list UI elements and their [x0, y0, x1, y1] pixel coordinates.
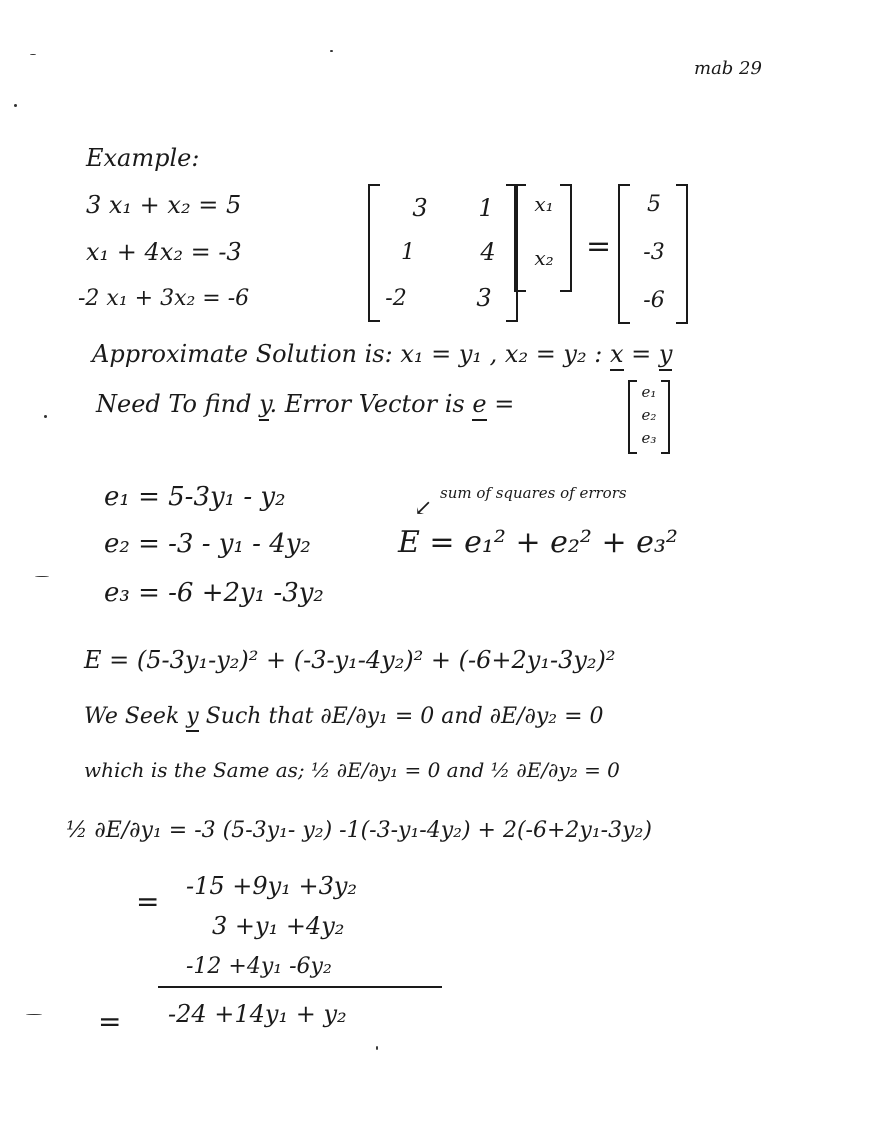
- vector-x: [514, 184, 572, 292]
- example-label: Example:: [86, 144, 200, 172]
- scan-speck: [14, 104, 17, 107]
- equation-3: -2 x₁ + 3x₂ = -6: [78, 286, 250, 311]
- vector-b-entry: 5: [647, 192, 661, 217]
- vector-b-entry: -3: [643, 240, 665, 265]
- approximate-solution-main: Approximate Solution is: x₁ = y₁ , x₂ = y₂ :: [92, 340, 603, 368]
- equivalent-condition: which is the Same as; ½ ∂E/∂y₁ = 0 and ½ ∂E/∂y₂ = 0: [84, 758, 620, 782]
- error-equation-1: e₁ = 5-3y₁ - y₂: [104, 482, 286, 512]
- error-vector-label: . Error Vector is: [269, 390, 465, 418]
- matrix-a-cell: 1: [401, 240, 415, 265]
- scan-speck: [330, 50, 333, 52]
- scan-speck: [30, 54, 36, 55]
- vector-x-right-bracket: [560, 184, 572, 292]
- vector-b: [618, 184, 688, 324]
- matrix-a: [368, 184, 518, 322]
- error-vector-entry: e₂: [641, 406, 657, 424]
- need-to-find-label: Need To find: [96, 390, 252, 418]
- vector-x-entry: x₂: [534, 246, 554, 270]
- equation-2: x₁ + 4x₂ = -3: [86, 238, 242, 266]
- error-vector-entry: e₃: [641, 429, 657, 447]
- sum-row-3: -12 +4y₁ -6y₂: [186, 954, 332, 979]
- scan-speck: [35, 576, 49, 577]
- matrix-a-cell: 3: [476, 284, 492, 312]
- approx-equals: =: [631, 340, 652, 368]
- sum-total: -24 +14y₁ + y₂: [168, 1000, 347, 1028]
- error-vector: [628, 380, 670, 454]
- e-definition: E = e₁² + e₂² + e₃²: [398, 525, 678, 560]
- we-seek-label: We Seek: [84, 704, 180, 729]
- sum-row-2: 3 +y₁ +4y₂: [212, 912, 345, 940]
- need-to-find-text: [96, 392, 514, 416]
- vector-e-symbol: e: [472, 390, 486, 421]
- matrix-a-cell: 3: [412, 194, 428, 222]
- sum-divider-line: [158, 986, 442, 988]
- error-vector-equals: =: [494, 390, 515, 418]
- vector-x-symbol: x: [610, 340, 624, 371]
- page-reference: mab 29: [694, 58, 762, 79]
- error-equation-3: e₃ = -6 +2y₁ -3y₂: [104, 578, 324, 608]
- matrix-a-cell: -2: [385, 286, 407, 311]
- error-vector-entry: e₁: [641, 383, 657, 401]
- sum-of-squares-note: sum of squares of errors: [440, 484, 627, 502]
- sum-equals-1: =: [136, 885, 160, 918]
- sum-row-1: -15 +9y₁ +3y₂: [186, 872, 358, 900]
- vector-b-entry: -6: [643, 288, 665, 313]
- e-expanded: E = (5-3y₁-y₂)² + (-3-y₁-4y₂)² + (-6+2y₁-3y₂)²: [84, 646, 616, 674]
- approximate-solution-text: [92, 342, 672, 366]
- note-arrow-icon: ↙: [414, 496, 433, 521]
- vector-x-left-bracket: [514, 184, 526, 292]
- matrix-a-cell: 4: [480, 238, 496, 266]
- matrix-equals-sign: =: [586, 229, 612, 264]
- we-seek-text: [84, 706, 604, 728]
- error-equation-2: e₂ = -3 - y₁ - 4y₂: [104, 529, 311, 559]
- equation-1: 3 x₁ + x₂ = 5: [86, 191, 242, 219]
- vector-y-symbol: y: [186, 704, 198, 732]
- vector-b-left-bracket: [618, 184, 630, 324]
- vector-y-symbol: y: [659, 340, 673, 371]
- vector-b-right-bracket: [676, 184, 688, 324]
- we-seek-condition: Such that ∂E/∂y₁ = 0 and ∂E/∂y₂ = 0: [205, 704, 604, 729]
- sum-equals-2: =: [98, 1005, 122, 1038]
- vector-y-symbol: y: [259, 390, 269, 421]
- matrix-a-cell: 1: [478, 194, 494, 222]
- error-vector-right-bracket: [661, 380, 670, 454]
- scan-speck: [44, 415, 47, 418]
- vector-x-entry: x₁: [534, 192, 554, 216]
- scan-speck: [26, 1014, 42, 1015]
- scan-speck: [376, 1046, 378, 1050]
- derivative-expansion: ½ ∂E/∂y₁ = -3 (5-3y₁- y₂) -1(-3-y₁-4y₂) + 2(-6+2y₁-3y₂): [66, 818, 652, 843]
